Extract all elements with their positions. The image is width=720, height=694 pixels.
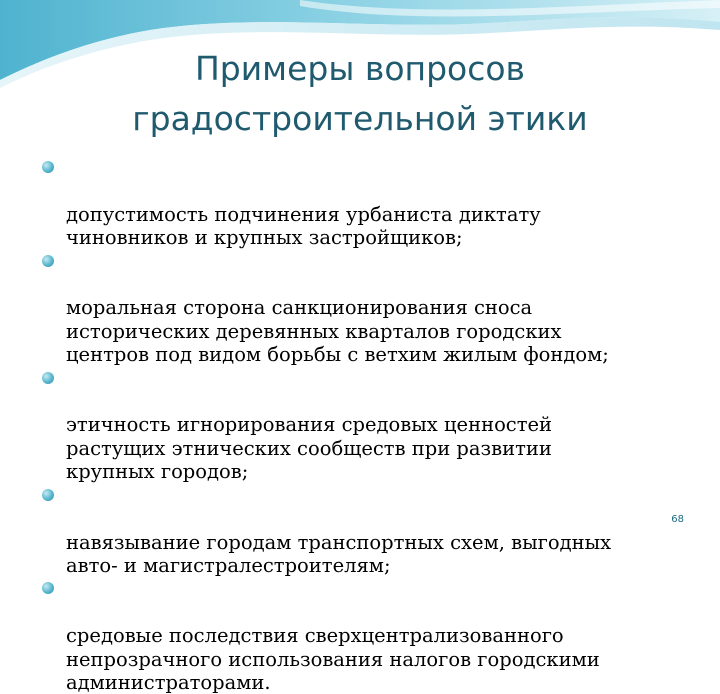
- slide-title-line-2: градостроительной этики: [132, 99, 588, 138]
- bullet-dot-icon: [42, 489, 54, 501]
- bullet-item: [42, 367, 662, 484]
- bullet-item: [42, 250, 662, 367]
- bullet-text: моральная сторона санкционирования сноса исторических деревянных кварталов городских центров под видом борьбы с ветхим жилым фондом;: [66, 296, 609, 367]
- bullet-text: этичность игнорирования средовых ценностей растущих этнических сообществ при развитии крупных городов;: [66, 413, 553, 484]
- bullet-text: допустимость подчинения урбаниста диктату чиновников и крупных застройщиков;: [66, 202, 541, 250]
- slide-title-line-1: Примеры вопросов: [194, 49, 526, 88]
- bullet-dot-icon: [42, 161, 54, 173]
- bullet-text: средовые последствия сверхцентрализованного непрозрачного использования налогов городскими администраторами.: [66, 624, 600, 694]
- bullet-item: [42, 156, 662, 250]
- bullet-list: [42, 156, 662, 694]
- bullet-text: навязывание городам транспортных схем, выгодных авто- и магистралестроителям;: [66, 530, 612, 577]
- page-number: 68: [671, 514, 684, 525]
- slide-title: [60, 44, 660, 144]
- bullet-item: [42, 484, 662, 578]
- bullet-dot-icon: [42, 255, 54, 267]
- bullet-dot-icon: [42, 582, 54, 594]
- bullet-dot-icon: [42, 372, 54, 384]
- bullet-item: [42, 577, 662, 694]
